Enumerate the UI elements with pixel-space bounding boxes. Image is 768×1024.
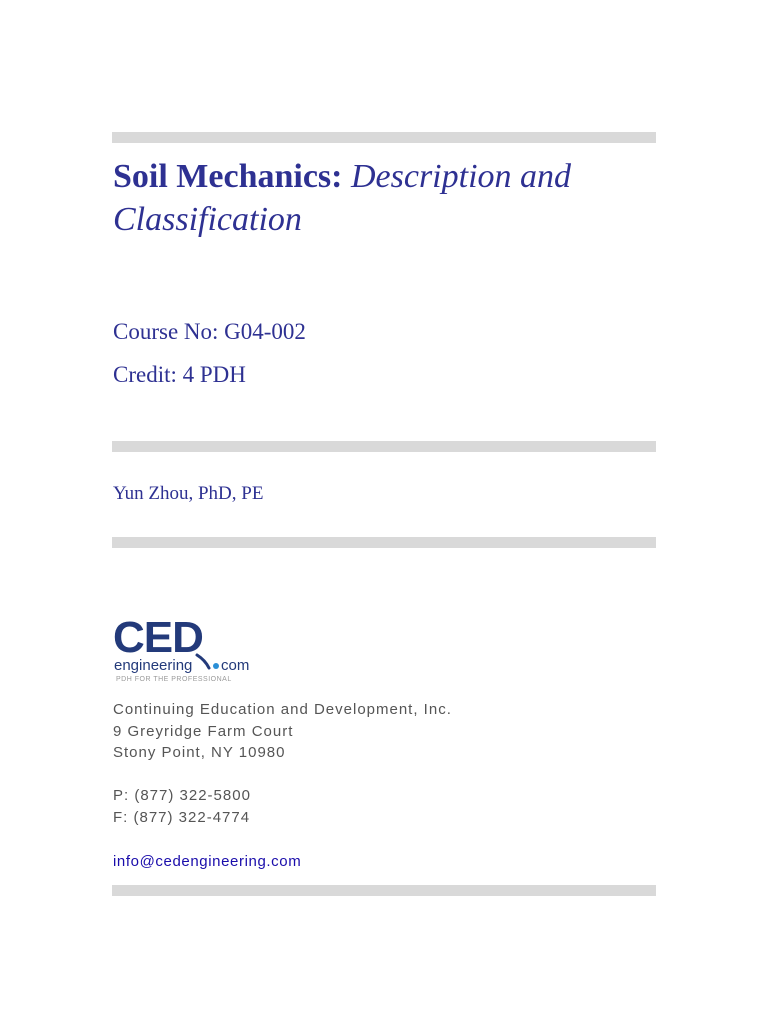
address-spacer — [113, 764, 452, 786]
document-title — [113, 155, 673, 241]
contact-address — [113, 699, 452, 828]
logo-tagline: PDH FOR THE PROFESSIONAL — [116, 676, 232, 683]
middle-divider — [112, 441, 656, 452]
bottom-divider — [112, 885, 656, 896]
logo-dot-icon — [213, 663, 219, 669]
logo-letters: CED — [113, 613, 203, 662]
title-subtitle: Description and Classification — [113, 158, 572, 238]
author-name: Yun Zhou, PhD, PE — [113, 483, 264, 504]
ced-engineering-logo — [113, 612, 273, 684]
company-name: Continuing Education and Development, Inc. — [113, 701, 452, 718]
title-main: Soil Mechanics: — [113, 158, 343, 195]
course-number: Course No: G04-002 — [113, 319, 306, 344]
logo-domain-right: com — [221, 657, 250, 674]
city-state-zip: Stony Point, NY 10980 — [113, 744, 286, 761]
logo-domain-left: engineering — [114, 657, 193, 674]
author-divider — [112, 537, 656, 548]
course-credit: Credit: 4 PDH — [113, 362, 246, 387]
street-address: 9 Greyridge Farm Court — [113, 722, 294, 740]
phone-number: P: (877) 322-5800 — [113, 787, 251, 804]
email-link[interactable]: info@cedengineering.com — [113, 853, 302, 870]
fax-number: F: (877) 322-4774 — [113, 808, 251, 826]
top-divider — [112, 132, 656, 143]
